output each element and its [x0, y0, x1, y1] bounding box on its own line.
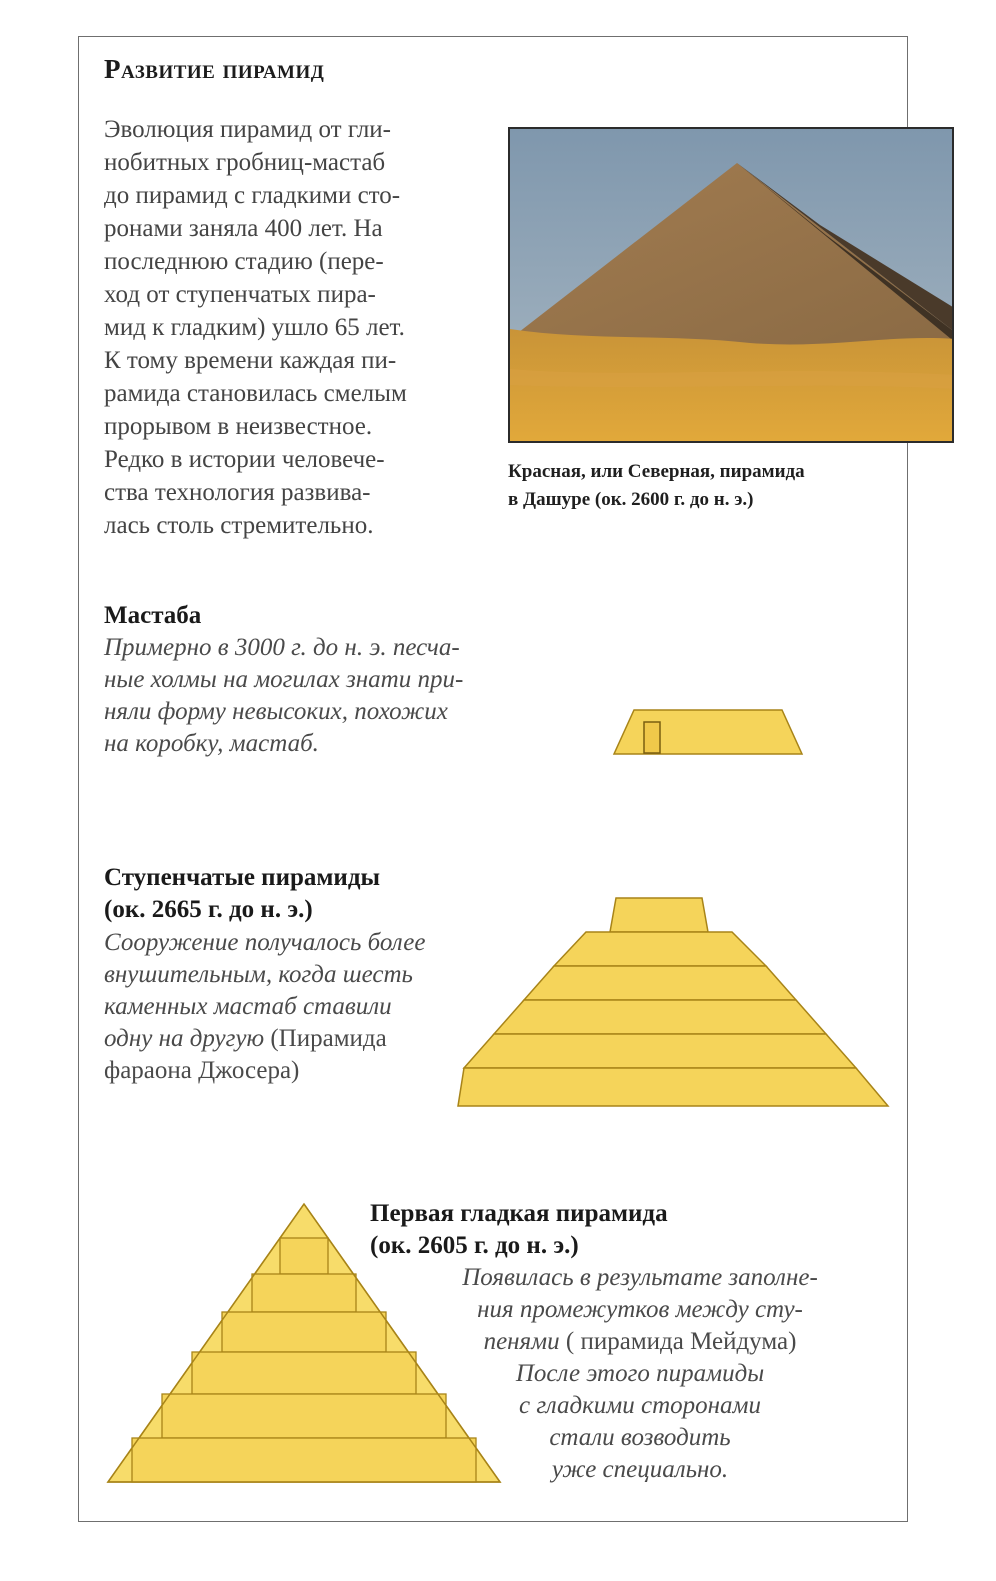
mastaba-text: Примерно в 3000 г. до н. э. песча- ные холмы на могилах знати при- няли форму невысоких, похожих на коробку, мастаб. [104, 634, 464, 757]
step-pyramid-illustration [456, 894, 890, 1110]
mastaba-heading: Мастаба [104, 602, 202, 629]
page-title: Развитие пирамид [104, 54, 325, 84]
mastaba-illustration [610, 708, 806, 756]
first-smooth-text-italic-1: Появилась в результате заполне- ния промежутков между сту- пенями [462, 1264, 818, 1355]
smooth-pyramid-illustration [104, 1200, 504, 1486]
intro-paragraph: Эволюция пирамид от гли- нобитных гробниц-мастаб до пирамид с гладкими сто- ронами заняла 400 лет. На последнюю стадию (пере- ход от ступенчатых пира- мид к гладким) ушло 65 лет. К тому времени каждая пи- рамида становилась смелым прорывом в неизвестное. Редко в истории человече- ства технология развива- лась столь стремительно. [104, 116, 407, 539]
step-pyramid-text-normal: (Пирамида фараона Джосера) [104, 1025, 387, 1084]
first-smooth-heading: Первая гладкая пирамида (ок. 2605 г. до н. э.) [370, 1200, 668, 1259]
step-pyramid-text-italic: Сооружение получалось более внушительным, когда шесть каменных мастаб ставили одну на другую [104, 929, 426, 1052]
first-smooth-text-italic-2: После этого пирамиды с гладкими сторонами стали возводить уже специально. [515, 1360, 765, 1483]
photo-caption: Красная, или Северная, пирамида в Дашуре (ок. 2600 г. до н. э.) [508, 461, 805, 510]
first-smooth-text-normal: ( пирамида Мейдума) [559, 1328, 797, 1355]
step-pyramid-heading: Ступенчатые пирамиды (ок. 2665 г. до н. э.) [104, 864, 380, 923]
red-pyramid-photo [508, 127, 954, 443]
